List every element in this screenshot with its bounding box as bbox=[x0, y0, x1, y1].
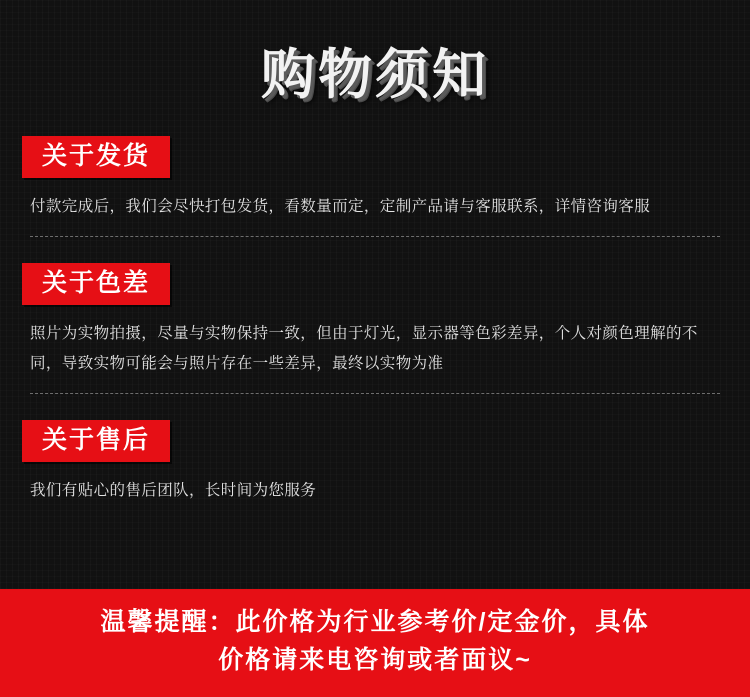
notice-section-shipping bbox=[22, 136, 728, 237]
section-divider-1 bbox=[30, 236, 720, 237]
section-text-shipping: 付款完成后，我们会尽快打包发货，看数量而定，定制产品请与客服联系，详情咨询客服 bbox=[30, 198, 651, 215]
footer-reminder-band bbox=[0, 589, 750, 697]
footer-reminder-line-2: 价格请来电咨询或者面议~ bbox=[218, 646, 532, 674]
section-divider-2 bbox=[30, 393, 720, 394]
section-text-color: 照片为实物拍摄，尽量与实物保持一致，但由于灯光，显示器等色彩差异，个人对颜色理解的不同，导致实物可能会与照片存在一些差异，最终以实物为准 bbox=[30, 325, 698, 372]
page-title: 购物须知 bbox=[261, 45, 489, 105]
section-tag-color: 关于色差 bbox=[22, 263, 170, 305]
notice-section-aftersales bbox=[22, 420, 728, 506]
section-text-aftersales: 我们有贴心的售后团队，长时间为您服务 bbox=[30, 482, 317, 499]
footer-reminder-line-1: 温馨提醒：此价格为行业参考价/定金价，具体 bbox=[100, 608, 650, 636]
notice-section-color bbox=[22, 263, 728, 394]
section-tag-shipping: 关于发货 bbox=[22, 136, 170, 178]
notice-sections bbox=[0, 136, 750, 506]
section-tag-aftersales: 关于售后 bbox=[22, 420, 170, 462]
